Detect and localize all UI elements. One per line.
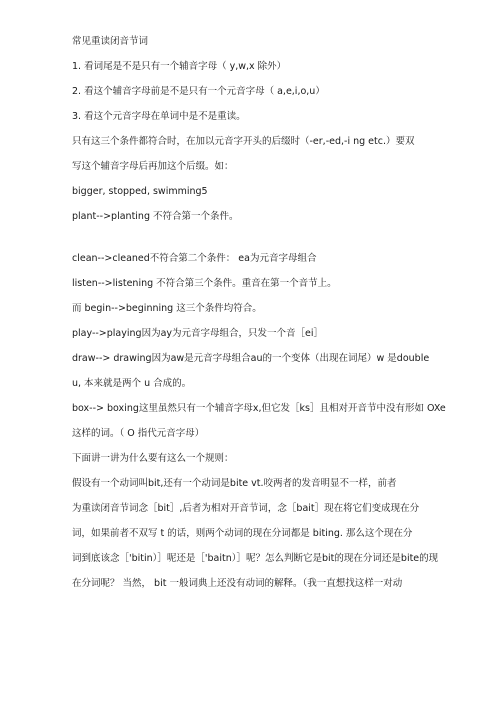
rule-item-1: 1. 看词尾是不是只有一个辅音字母（ y,w,x 除外） xyxy=(72,61,287,72)
rule-item-2: 2. 看这个辅音字母前是不是只有一个元音字母（ a,e,i,o,u） xyxy=(72,86,325,97)
text-line: u, 本来就是两个 u 合成的。 xyxy=(72,378,192,389)
text-line: 词，如果前者不双写 t 的话，则两个动词的现在分词都是 biting. 那么这个现在分 xyxy=(72,528,413,539)
example-line: box--> boxing这里虽然只有一个辅音字母x,但它发［ks］且相对开音节中没有形如 OXe xyxy=(72,403,446,414)
text-line: 为重读闭音节词念［bit］,后者为相对开音节词，念［bait］现在将它们变成现在分 xyxy=(72,503,420,514)
text-line: 只有这三个条件都符合时，在加以元音字开头的后缀时（-er,-ed,-i ng etc.）要双 xyxy=(72,136,415,147)
example-line: draw--> drawing因为aw是元音字母组合au的一个变体（出现在词尾）w 是double xyxy=(72,353,430,364)
section-heading: 下面讲一讲为什么要有这么一个规则： xyxy=(72,453,234,464)
text-line: 在分词呢？ 当然， bit 一般词典上还没有动词的解释。（我一直想找这样一对动 xyxy=(72,578,403,589)
example-line: plant-->planting 不符合第一个条件。 xyxy=(72,211,239,222)
text-line: 假设有一个动词叫bit,还有一个动词是bite vt.咬两者的发音明显不一样，前者 xyxy=(72,478,397,489)
text-line: 写这个辅音字母后再加这个后缀。如： xyxy=(72,161,234,172)
example-line: play-->playing因为ay为元音字母组合，只发一个音［ei］ xyxy=(72,328,323,339)
example-line: listen-->listening 不符合第三个条件。重音在第一个音节上。 xyxy=(72,278,337,289)
example-line: bigger, stopped, swimming5 xyxy=(72,186,208,197)
example-line: 而 begin-->beginning 这三个条件均符合。 xyxy=(72,303,262,314)
text-line: 词到底该念［'bitin）］呢还是［'baitn）］呢？怎么判断它是bit的现在分词还是bite的现 xyxy=(72,553,439,564)
example-line: clean-->cleaned不符合第二个条件： ea为元音字母组合 xyxy=(72,253,317,264)
rule-item-3: 3. 看这个元音字母在单词中是不是重读。 xyxy=(72,111,246,122)
document-title: 常见重读闭音节词 xyxy=(72,36,149,47)
text-line: 这样的词。（ O 指代元音字母） xyxy=(72,428,205,439)
